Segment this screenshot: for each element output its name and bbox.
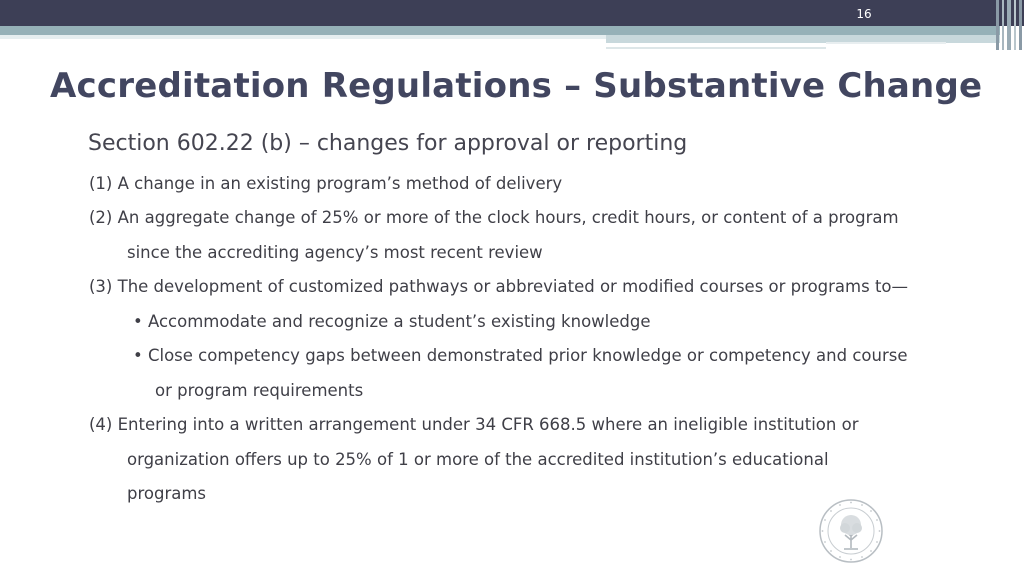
slide-subtitle: Section 602.22 (b) – changes for approval or reporting [88, 131, 688, 156]
list-item-2-continuation: since the accrediting agency’s most recent review [127, 243, 543, 262]
list-item-2: (2) An aggregate change of 25% or more of the clock hours, credit hours, or content of a program [89, 208, 899, 227]
header-accent-stripe [0, 26, 1000, 35]
page-number: 16 [856, 7, 872, 21]
sub-bullet-2: • Close competency gaps between demonstrated prior knowledge or competency and course [133, 346, 908, 365]
department-of-education-seal-icon [818, 498, 884, 564]
header-divider-line [606, 47, 826, 49]
list-item-4-continuation-2: programs [127, 484, 207, 503]
sub-bullet-2-continuation: or program requirements [155, 381, 364, 400]
header-stripe-light [0, 35, 606, 39]
header-divider-line-right [826, 42, 946, 44]
list-item-4-continuation: organization offers up to 25% of 1 or more of the accredited institution’s educational [127, 450, 829, 469]
sub-bullet-1: • Accommodate and recognize a student’s existing knowledge [133, 312, 651, 331]
list-item-4: (4) Entering into a written arrangement under 34 CFR 668.5 where an ineligible institution or [89, 415, 859, 434]
header-vertical-bars [994, 0, 1024, 50]
list-item-3: (3) The development of customized pathways or abbreviated or modified courses or programs to— [89, 277, 909, 296]
list-item-1: (1) A change in an existing program’s method of delivery [89, 174, 563, 193]
slide-title: Accreditation Regulations – Substantive Change [50, 66, 983, 106]
